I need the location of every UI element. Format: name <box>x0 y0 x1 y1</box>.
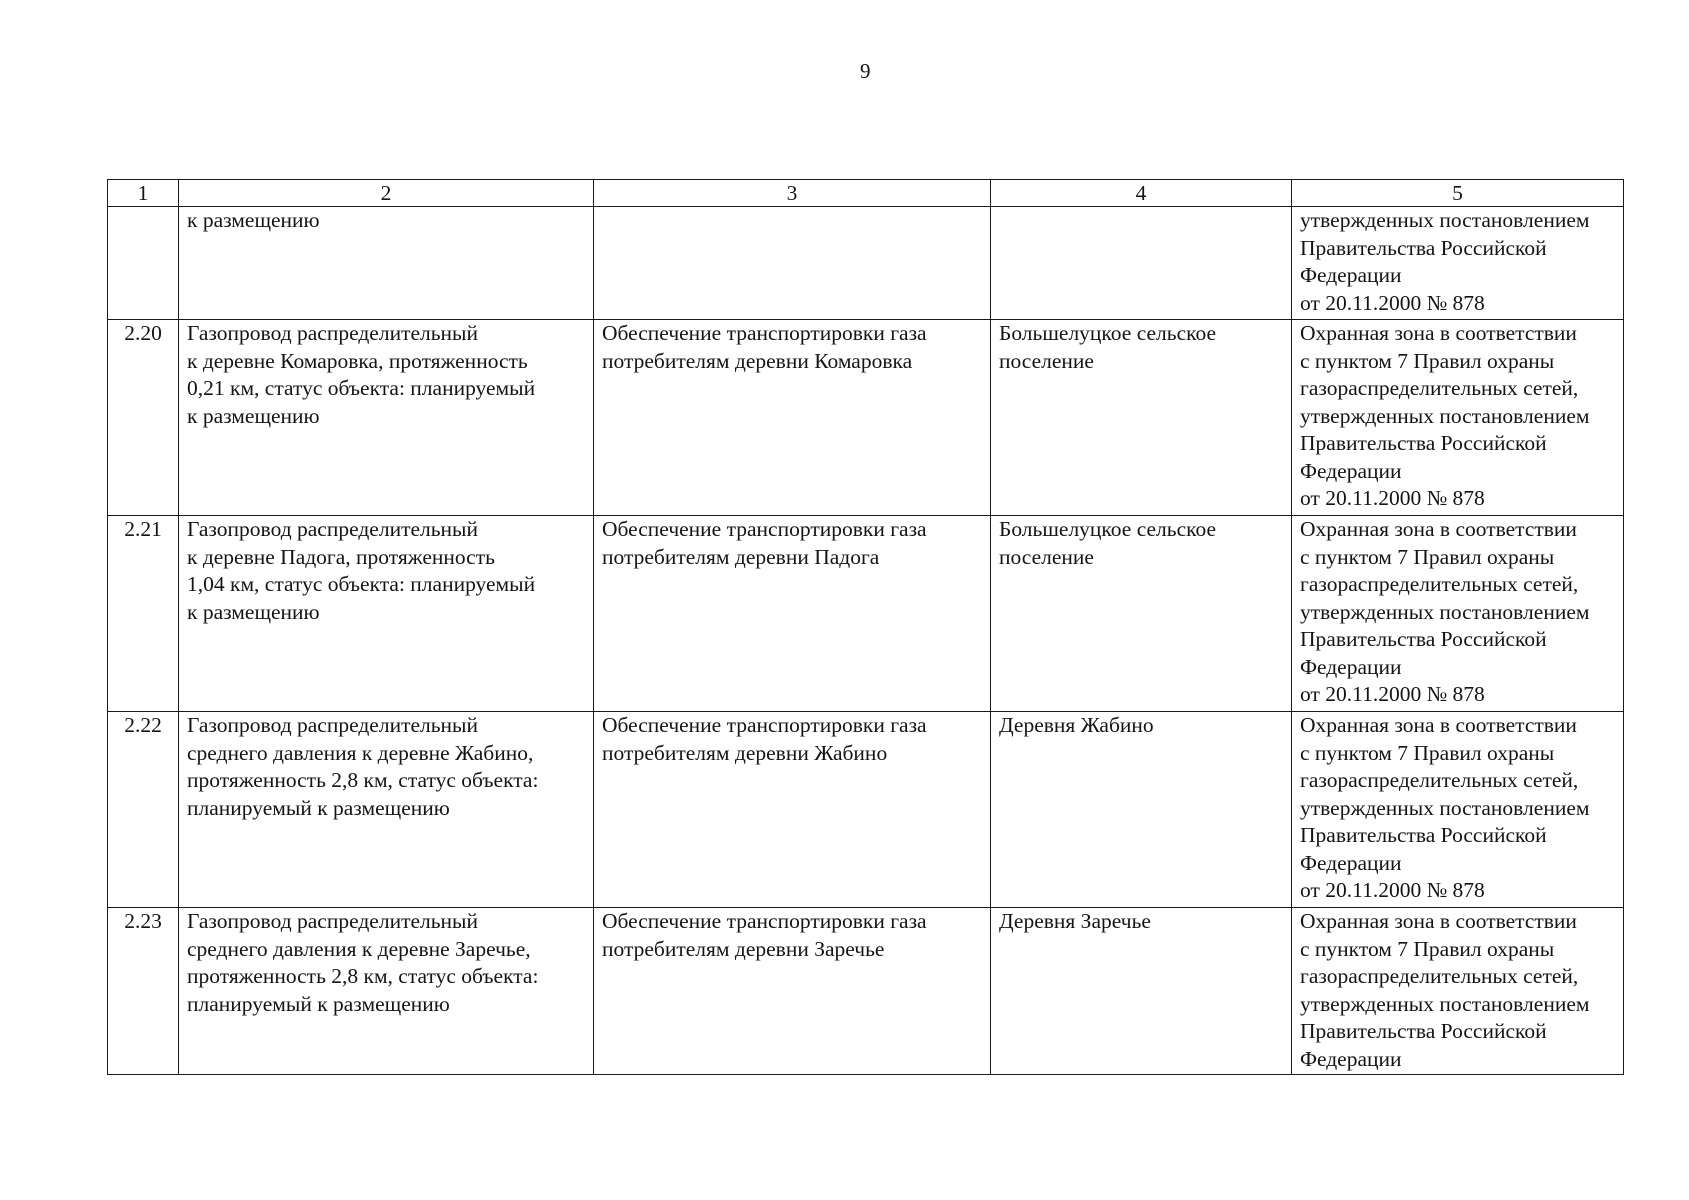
object-name: к размещению <box>179 207 594 320</box>
table-row <box>108 516 1624 712</box>
column-header: 3 <box>594 180 991 207</box>
protection-zone: утвержденных постановлением Правительства Российской Федерации от 20.11.2000 № 878 <box>1292 207 1624 320</box>
object-name: Газопровод распределительный к деревне Падога, протяженность 1,04 км, статус объекта: планируемый к размещению <box>179 516 594 712</box>
object-purpose: Обеспечение транспортировки газа потребителям деревни Заречье <box>594 908 991 1075</box>
table-header-row <box>108 180 1624 207</box>
object-location: Большелуцкое сельское поселение <box>991 516 1292 712</box>
object-location: Деревня Жабино <box>991 712 1292 908</box>
protection-zone: Охранная зона в соответствии с пунктом 7 Правил охраны газораспределительных сетей, утвержденных постановлением Правительства Российской Федерации <box>1292 908 1624 1075</box>
object-location: Деревня Заречье <box>991 908 1292 1075</box>
page-number: 9 <box>860 59 871 83</box>
object-location <box>991 207 1292 320</box>
object-location: Большелуцкое сельское поселение <box>991 320 1292 516</box>
table-row <box>108 712 1624 908</box>
protection-zone: Охранная зона в соответствии с пунктом 7 Правил охраны газораспределительных сетей, утвержденных постановлением Правительства Российской Федерации от 20.11.2000 № 878 <box>1292 320 1624 516</box>
object-purpose: Обеспечение транспортировки газа потребителям деревни Комаровка <box>594 320 991 516</box>
row-number <box>108 207 179 320</box>
row-number: 2.23 <box>108 908 179 1075</box>
protection-zone: Охранная зона в соответствии с пунктом 7 Правил охраны газораспределительных сетей, утвержденных постановлением Правительства Российской Федерации от 20.11.2000 № 878 <box>1292 712 1624 908</box>
zones-table <box>107 179 1624 1075</box>
column-header: 1 <box>108 180 179 207</box>
row-number: 2.21 <box>108 516 179 712</box>
object-purpose: Обеспечение транспортировки газа потребителям деревни Жабино <box>594 712 991 908</box>
object-purpose <box>594 207 991 320</box>
row-number: 2.20 <box>108 320 179 516</box>
table-row-continued <box>108 207 1624 320</box>
column-header: 5 <box>1292 180 1624 207</box>
object-purpose: Обеспечение транспортировки газа потребителям деревни Падога <box>594 516 991 712</box>
row-number: 2.22 <box>108 712 179 908</box>
column-header: 4 <box>991 180 1292 207</box>
protection-zone: Охранная зона в соответствии с пунктом 7 Правил охраны газораспределительных сетей, утвержденных постановлением Правительства Российской Федерации от 20.11.2000 № 878 <box>1292 516 1624 712</box>
object-name: Газопровод распределительный среднего давления к деревне Заречье, протяженность 2,8 км, статус объекта: планируемый к размещению <box>179 908 594 1075</box>
object-name: Газопровод распределительный к деревне Комаровка, протяженность 0,21 км, статус объекта: планируемый к размещению <box>179 320 594 516</box>
table-row <box>108 320 1624 516</box>
column-header: 2 <box>179 180 594 207</box>
object-name: Газопровод распределительный среднего давления к деревне Жабино, протяженность 2,8 км, статус объекта: планируемый к размещению <box>179 712 594 908</box>
table-row <box>108 908 1624 1075</box>
